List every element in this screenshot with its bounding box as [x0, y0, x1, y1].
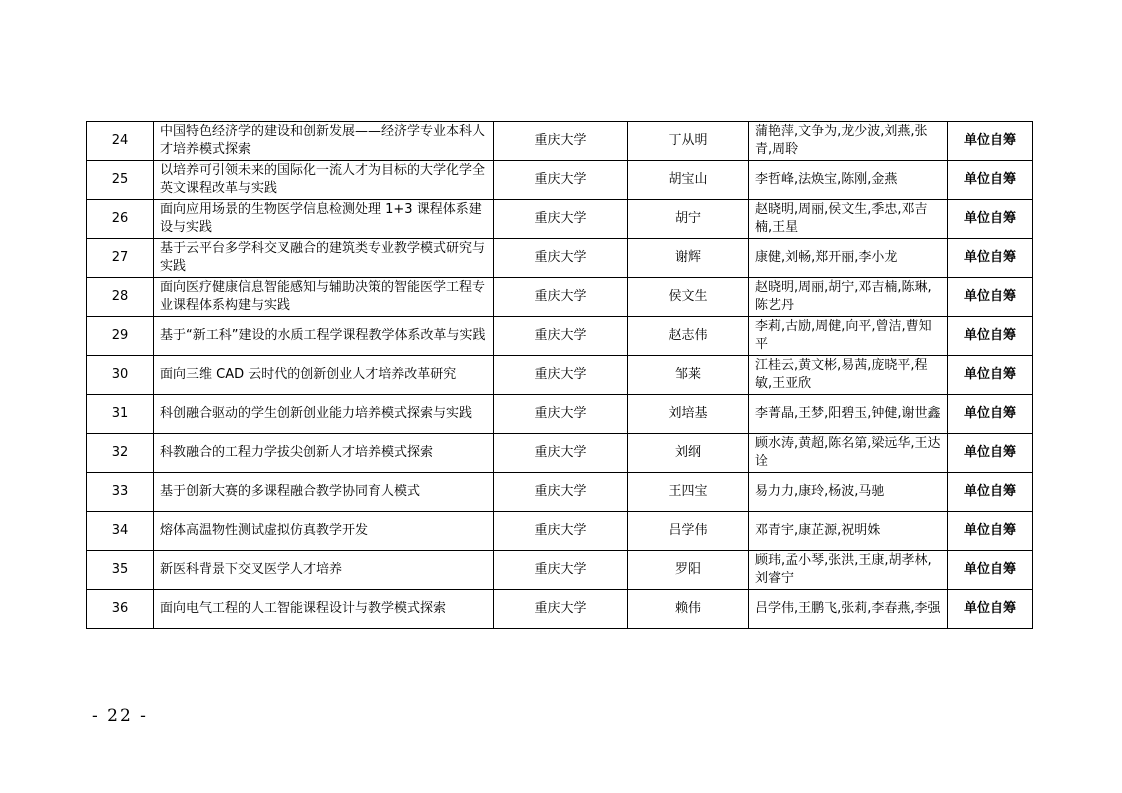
institution: 重庆大学	[494, 356, 628, 395]
institution: 重庆大学	[494, 161, 628, 200]
row-number: 33	[87, 473, 154, 512]
row-number: 28	[87, 278, 154, 317]
table-row	[87, 278, 1033, 317]
project-leader: 罗阳	[628, 551, 749, 590]
project-leader: 吕学伟	[628, 512, 749, 551]
project-title: 基于创新大赛的多课程融合教学协同育人模式	[154, 473, 494, 512]
funding-source: 单位自筹	[948, 512, 1033, 551]
row-number: 26	[87, 200, 154, 239]
project-title: 面向电气工程的人工智能课程设计与教学模式探索	[154, 590, 494, 629]
project-title: 科教融合的工程力学拔尖创新人才培养模式探索	[154, 434, 494, 473]
funding-source: 单位自筹	[948, 122, 1033, 161]
funding-source: 单位自筹	[948, 395, 1033, 434]
institution: 重庆大学	[494, 200, 628, 239]
project-leader: 王四宝	[628, 473, 749, 512]
funding-source: 单位自筹	[948, 590, 1033, 629]
funding-source: 单位自筹	[948, 317, 1033, 356]
team-members: 李哲峰,法焕宝,陈刚,金燕	[749, 161, 948, 200]
table-row	[87, 317, 1033, 356]
team-members: 李菁晶,王梦,阳碧玉,钟健,谢世鑫	[749, 395, 948, 434]
institution: 重庆大学	[494, 395, 628, 434]
project-title: 新医科背景下交叉医学人才培养	[154, 551, 494, 590]
institution: 重庆大学	[494, 122, 628, 161]
row-number: 35	[87, 551, 154, 590]
institution: 重庆大学	[494, 239, 628, 278]
table-row	[87, 356, 1033, 395]
institution: 重庆大学	[494, 278, 628, 317]
row-number: 34	[87, 512, 154, 551]
funding-source: 单位自筹	[948, 239, 1033, 278]
project-leader: 刘纲	[628, 434, 749, 473]
project-title: 以培养可引领未来的国际化一流人才为目标的大学化学全英文课程改革与实践	[154, 161, 494, 200]
table-row	[87, 122, 1033, 161]
project-title: 面向三维 CAD 云时代的创新创业人才培养改革研究	[154, 356, 494, 395]
row-number: 32	[87, 434, 154, 473]
project-table-body	[87, 122, 1033, 629]
project-leader: 侯文生	[628, 278, 749, 317]
project-leader: 邹莱	[628, 356, 749, 395]
row-number: 31	[87, 395, 154, 434]
project-leader: 胡宝山	[628, 161, 749, 200]
team-members: 顾玮,孟小琴,张洪,王康,胡孝林,刘睿宁	[749, 551, 948, 590]
table-row	[87, 434, 1033, 473]
table-row	[87, 551, 1033, 590]
project-title: 基于“新工科”建设的水质工程学课程教学体系改革与实践	[154, 317, 494, 356]
row-number: 25	[87, 161, 154, 200]
team-members: 赵晓明,周丽,胡宁,邓吉楠,陈琳,陈艺丹	[749, 278, 948, 317]
funding-source: 单位自筹	[948, 278, 1033, 317]
table-row	[87, 512, 1033, 551]
page-number: - 22 -	[92, 706, 148, 726]
project-title: 熔体高温物性测试虚拟仿真教学开发	[154, 512, 494, 551]
team-members: 邓青宇,康芷源,祝明姝	[749, 512, 948, 551]
team-members: 易力力,康玲,杨波,马驰	[749, 473, 948, 512]
table-row	[87, 200, 1033, 239]
institution: 重庆大学	[494, 590, 628, 629]
funding-source: 单位自筹	[948, 356, 1033, 395]
funding-source: 单位自筹	[948, 200, 1033, 239]
project-leader: 胡宁	[628, 200, 749, 239]
institution: 重庆大学	[494, 434, 628, 473]
row-number: 36	[87, 590, 154, 629]
project-leader: 丁从明	[628, 122, 749, 161]
funding-source: 单位自筹	[948, 473, 1033, 512]
team-members: 康健,刘畅,郑开丽,李小龙	[749, 239, 948, 278]
row-number: 27	[87, 239, 154, 278]
team-members: 李莉,古励,周健,向平,曾洁,曹知平	[749, 317, 948, 356]
project-title: 基于云平台多学科交叉融合的建筑类专业教学模式研究与实践	[154, 239, 494, 278]
project-title: 面向应用场景的生物医学信息检测处理 1+3 课程体系建设与实践	[154, 200, 494, 239]
project-leader: 刘培基	[628, 395, 749, 434]
table-row	[87, 161, 1033, 200]
table-row	[87, 395, 1033, 434]
funding-source: 单位自筹	[948, 551, 1033, 590]
institution: 重庆大学	[494, 512, 628, 551]
row-number: 30	[87, 356, 154, 395]
institution: 重庆大学	[494, 317, 628, 356]
project-title: 中国特色经济学的建设和创新发展——经济学专业本科人才培养模式探索	[154, 122, 494, 161]
project-title: 科创融合驱动的学生创新创业能力培养模式探索与实践	[154, 395, 494, 434]
table-row	[87, 473, 1033, 512]
funding-source: 单位自筹	[948, 161, 1033, 200]
project-leader: 谢辉	[628, 239, 749, 278]
team-members: 顾水涛,黄超,陈名第,梁远华,王达诠	[749, 434, 948, 473]
project-leader: 赵志伟	[628, 317, 749, 356]
table-row	[87, 590, 1033, 629]
project-title: 面向医疗健康信息智能感知与辅助决策的智能医学工程专业课程体系构建与实践	[154, 278, 494, 317]
team-members: 吕学伟,王鹏飞,张莉,李春燕,李强	[749, 590, 948, 629]
project-table	[86, 121, 1033, 629]
row-number: 24	[87, 122, 154, 161]
institution: 重庆大学	[494, 551, 628, 590]
institution: 重庆大学	[494, 473, 628, 512]
row-number: 29	[87, 317, 154, 356]
project-leader: 赖伟	[628, 590, 749, 629]
team-members: 蒲艳萍,文争为,龙少波,刘燕,张青,周聆	[749, 122, 948, 161]
team-members: 江桂云,黄文彬,易茜,庞晓平,程敏,王亚欣	[749, 356, 948, 395]
table-row	[87, 239, 1033, 278]
team-members: 赵晓明,周丽,侯文生,季忠,邓吉楠,王星	[749, 200, 948, 239]
funding-source: 单位自筹	[948, 434, 1033, 473]
